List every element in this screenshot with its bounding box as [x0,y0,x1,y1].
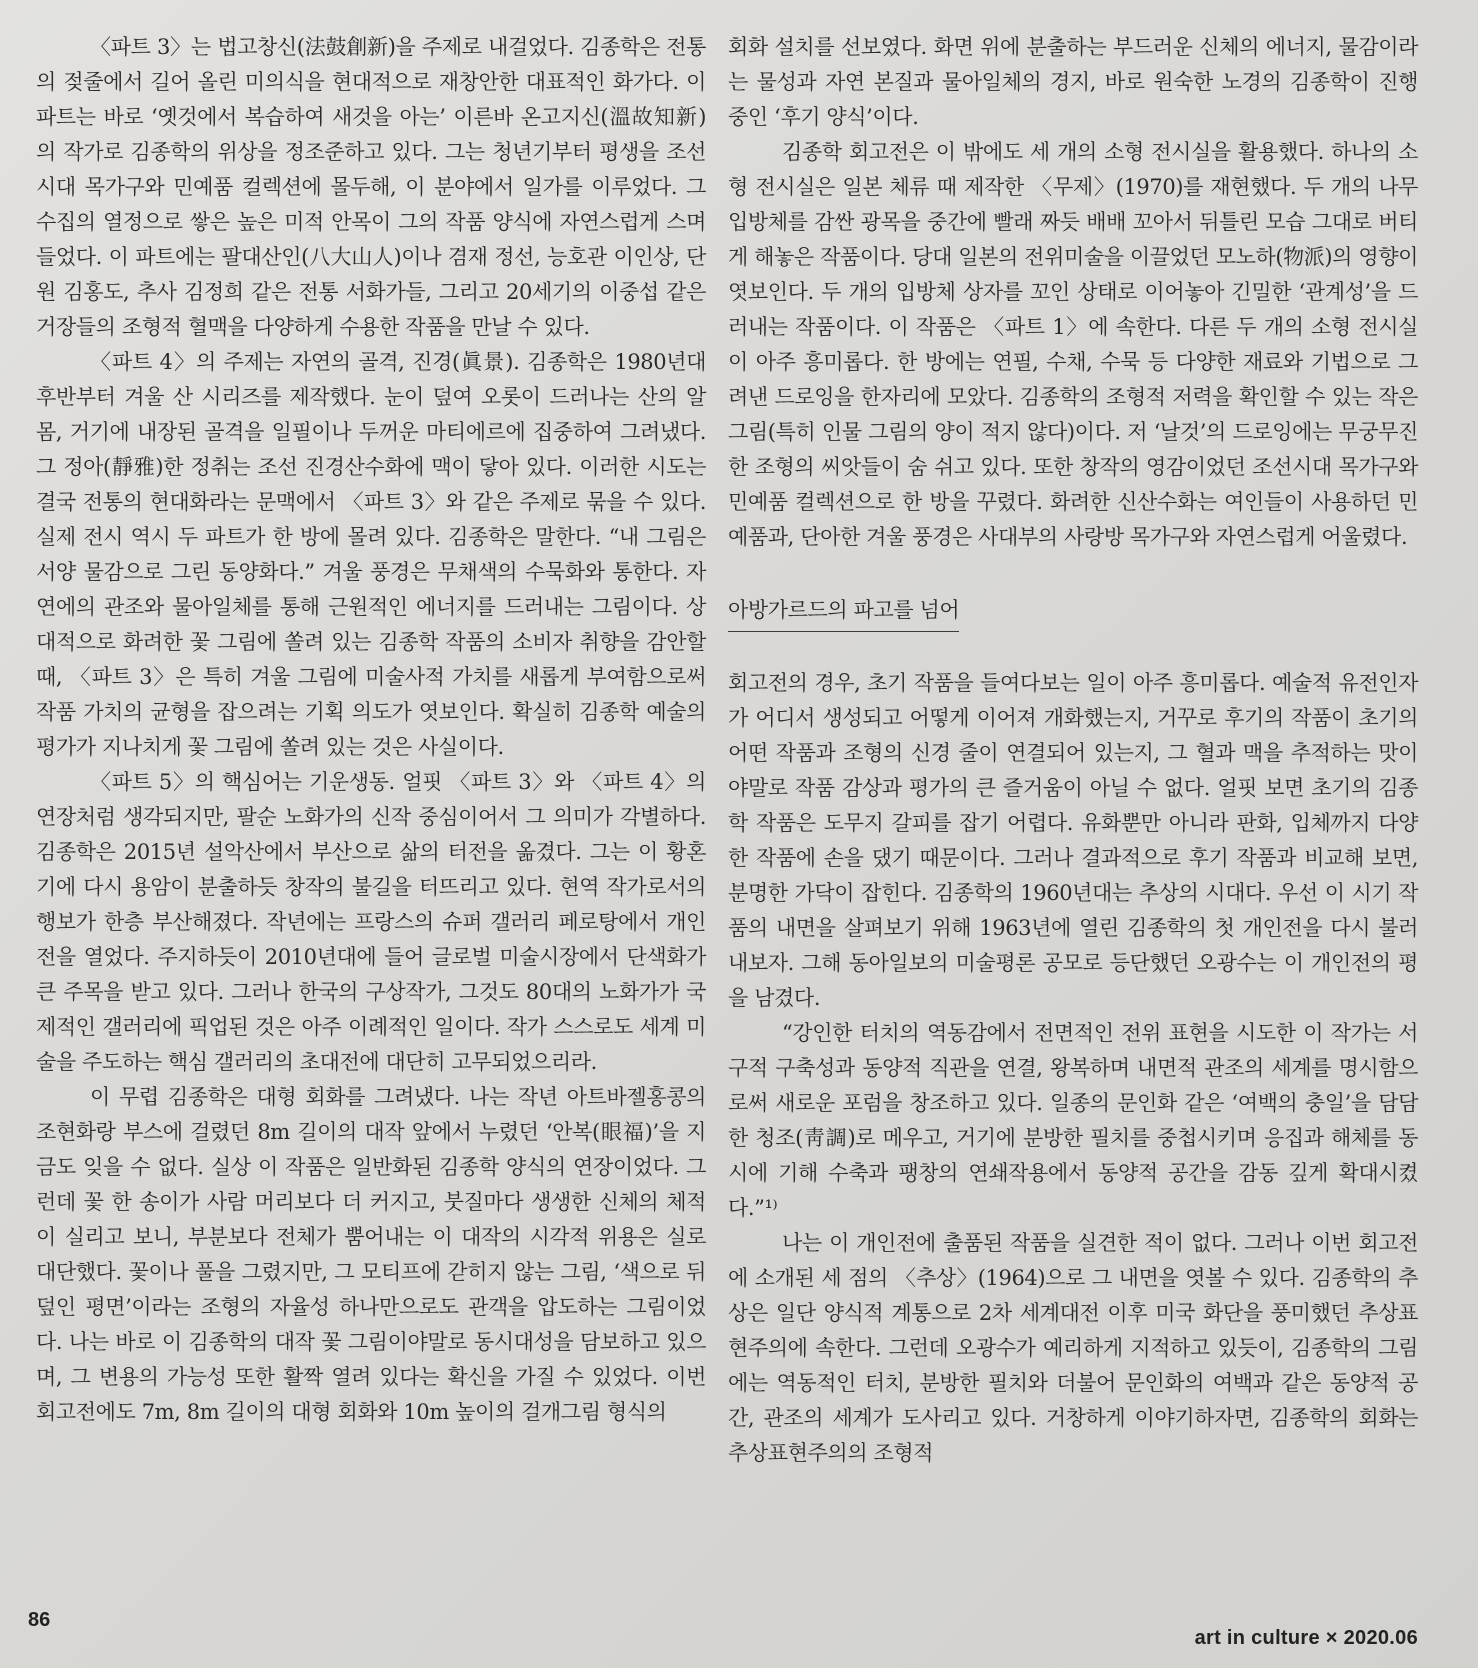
paragraph-small-rooms: 김종학 회고전은 이 밖에도 세 개의 소형 전시실을 활용했다. 하나의 소형 전시실은 일본 체류 때 제작한 〈무제〉(1970)를 재현했다. 두 개의 나무 입방체를 감싼 광목을 중간에 빨래 짜듯 배배 꼬아서 뒤틀린 모습 그대로 버티게 해놓은 작품이다. 당대 일본의 전위미술을 이끌었던 모노하(物派)의 영향이 엿보인다. 두 개의 입방체 상자를 꼬인 상태로 이어놓아 긴밀한 ‘관계성’을 드러내는 작품이다. 이 작품은 〈파트 1〉에 속한다. 다른 두 개의 소형 전시실이 아주 흥미롭다. 한 방에는 연필, 수채, 수묵 등 다양한 재료와 기법으로 그려낸 드로잉을 한자리에 모았다. 김종학의 조형적 저력을 확인할 수 있는 작은 그림(특히 인물 그림의 양이 적지 않다)이다. 저 ‘날것’의 드로잉에는 무궁무진한 조형의 씨앗들이 숨 쉬고 있다. 또한 창작의 영감이었던 조선시대 목가구와 민예품 컬렉션으로 한 방을 꾸렸다. 화려한 신산수화는 여인들이 사용하던 민예품과, 단아한 겨울 풍경은 사대부의 사랑방 목가구와 자연스럽게 어울렸다. [728,140,1418,549]
paragraph-late-style: 회화 설치를 선보였다. 화면 위에 분출하는 부드러운 신체의 에너지, 물감이라는 물성과 자연 본질과 물아일체의 경지, 바로 원숙한 노경의 김종학이 진행 중인 ‘후기 양식’이다. [728,35,1418,129]
page-number: 86 [28,1609,51,1631]
left-column [36,30,706,1430]
section-heading: 아방가르드의 파고를 넘어 [728,595,959,632]
quotation-paragraph: “강인한 터치의 역동감에서 전면적인 전위 표현을 시도한 이 작가는 서구적 구축성과 동양적 직관을 연결, 왕복하며 내면적 관조의 세계를 명시함으로써 새로운 포럼을 창조하고 있다. 일종의 문인화 같은 ‘여백의 충일’을 담담한 청조(靑調)로 메우고, 거기에 분방한 필치를 중첩시키며 응집과 해체를 동시에 기해 수축과 팽창의 연쇄작용에서 동양적 공간을 감동 깊게 확대시켰다.”¹⁾ [728,1021,1418,1220]
paragraph-part-4: 〈파트 4〉의 주제는 자연의 골격, 진경(眞景). 김종학은 1980년대 후반부터 겨울 산 시리즈를 제작했다. 눈이 덮여 오롯이 드러나는 산의 알몸, 거기에 내장된 골격을 일필이나 두꺼운 마티에르에 집중하여 그려냈다. 그 정아(靜雅)한 정취는 조선 진경산수화에 맥이 닿아 있다. 이러한 시도는 결국 전통의 현대화라는 문맥에서 〈파트 3〉와 같은 주제로 묶을 수 있다. 실제 전시 역시 두 파트가 한 방에 몰려 있다. 김종학은 말한다. “내 그림은 서양 물감으로 그린 동양화다.” 겨울 풍경은 무채색의 수묵화와 통한다. 자연에의 관조와 물아일체를 통해 근원적인 에너지를 드러내는 그림이다. 상대적으로 화려한 꽃 그림에 쏠려 있는 김종학 작품의 소비자 취향을 감안할 때, 〈파트 3〉은 특히 겨울 그림에 미술사적 가치를 새롭게 부여함으로써 작품 가치의 균형을 잡으려는 기획 의도가 엿보인다. 확실히 김종학 예술의 평가가 지나치게 꽃 그림에 쏠려 있는 것은 사실이다. [36,350,706,759]
paragraph-part-5: 〈파트 5〉의 핵심어는 기운생동. 얼핏 〈파트 3〉와 〈파트 4〉의 연장처럼 생각되지만, 팔순 노화가의 신작 중심이어서 그 의미가 각별하다. 김종학은 2015년 설악산에서 부산으로 삶의 터전을 옮겼다. 그는 이 황혼기에 다시 용암이 분출하듯 창작의 불길을 터뜨리고 있다. 현역 작가로서의 행보가 한층 부산해졌다. 작년에는 프랑스의 슈퍼 갤러리 페로탕에서 개인전을 열었다. 주지하듯이 2010년대에 들어 글로벌 미술시장에서 단색화가 큰 주목을 받고 있다. 그러나 한국의 구상작가, 그것도 80대의 노화가가 국제적인 갤러리에 픽업된 것은 아주 이례적인 일이다. 작가 스스로도 세계 미술을 주도하는 핵심 갤러리의 초대전에 대단히 고무되었으리라. [36,770,706,1074]
paragraph-large-paintings: 이 무렵 김종학은 대형 회화를 그려냈다. 나는 작년 아트바젤홍콩의 조현화랑 부스에 걸렸던 8m 길이의 대작 앞에서 누렸던 ‘안복(眼福)’을 지금도 잊을 수 없다. 실상 이 작품은 일반화된 김종학 양식의 연장이었다. 그런데 꽃 한 송이가 사람 머리보다 더 커지고, 붓질마다 생생한 신체의 체적이 실리고 보니, 부분보다 전체가 뿜어내는 이 대작의 시각적 위용은 실로 대단했다. 꽃이나 풀을 그렸지만, 그 모티프에 갇히지 않는 그림, ‘색으로 뒤덮인 평면’이라는 조형의 자율성 하나만으로도 관객을 압도하는 그림이었다. 나는 바로 이 김종학의 대작 꽃 그림이야말로 동시대성을 담보하고 있으며, 그 변용의 가능성 또한 활짝 열려 있다는 확신을 가질 수 있었다. 이번 회고전에도 7m, 8m 길이의 대형 회화와 10m 높이의 걸개그림 형식의 [36,1085,706,1424]
publication-footer: art in culture × 2020.06 [1194,1627,1418,1649]
right-column [728,30,1418,1471]
paragraph-early-works: 회고전의 경우, 초기 작품을 들여다보는 일이 아주 흥미롭다. 예술적 유전인자가 어디서 생성되고 어떻게 이어져 개화했는지, 거꾸로 후기의 작품이 초기의 어떤 작품과 조형의 신경 줄이 연결되어 있는지, 그 혈과 맥을 추적하는 맛이야말로 작품 감상과 평가의 큰 즐거움이 아닐 수 없다. 얼핏 보면 초기의 김종학 작품은 도무지 갈피를 잡기 어렵다. 유화뿐만 아니라 판화, 입체까지 다양한 작품에 손을 댔기 때문이다. 그러나 결과적으로 후기 작품과 비교해 보면, 분명한 가닥이 잡힌다. 김종학의 1960년대는 추상의 시대다. 우선 이 시기 작품의 내면을 살펴보기 위해 1963년에 열린 김종학의 첫 개인전을 다시 불러내보자. 그해 동아일보의 미술평론 공모로 등단했던 오광수는 이 개인전의 평을 남겼다. [728,671,1418,1010]
paragraph-abstraction: 나는 이 개인전에 출품된 작품을 실견한 적이 없다. 그러나 이번 회고전에 소개된 세 점의 〈추상〉(1964)으로 그 내면을 엿볼 수 있다. 김종학의 추상은 일단 양식적 계통으로 2차 세계대전 이후 미국 화단을 풍미했던 추상표현주의에 속한다. 그런데 오광수가 예리하게 지적하고 있듯이, 김종학의 그림에는 역동적인 터치, 분방한 필치와 더불어 문인화의 여백과 같은 동양적 공간, 관조의 세계가 도사리고 있다. 거창하게 이야기하자면, 김종학의 회화는 추상표현주의의 조형적 [728,1231,1418,1465]
paragraph-part-3: 〈파트 3〉는 법고창신(法鼓創新)을 주제로 내걸었다. 김종학은 전통의 젖줄에서 길어 올린 미의식을 현대적으로 재창안한 대표적인 화가다. 이 파트는 바로 ‘옛것에서 복습하여 새것을 아는’ 이른바 온고지신(溫故知新)의 작가로 김종학의 위상을 정조준하고 있다. 그는 청년기부터 평생을 조선시대 목가구와 민예품 컬렉션에 몰두해, 이 분야에서 일가를 이루었다. 그 수집의 열정으로 쌓은 높은 미적 안목이 그의 작품 양식에 자연스럽게 스며들었다. 이 파트에는 팔대산인(八大山人)이나 겸재 정선, 능호관 이인상, 단원 김홍도, 추사 김정희 같은 전통 서화가들, 그리고 20세기의 이중섭 같은 거장들의 조형적 혈맥을 다양하게 수용한 작품을 만날 수 있다. [36,35,706,339]
